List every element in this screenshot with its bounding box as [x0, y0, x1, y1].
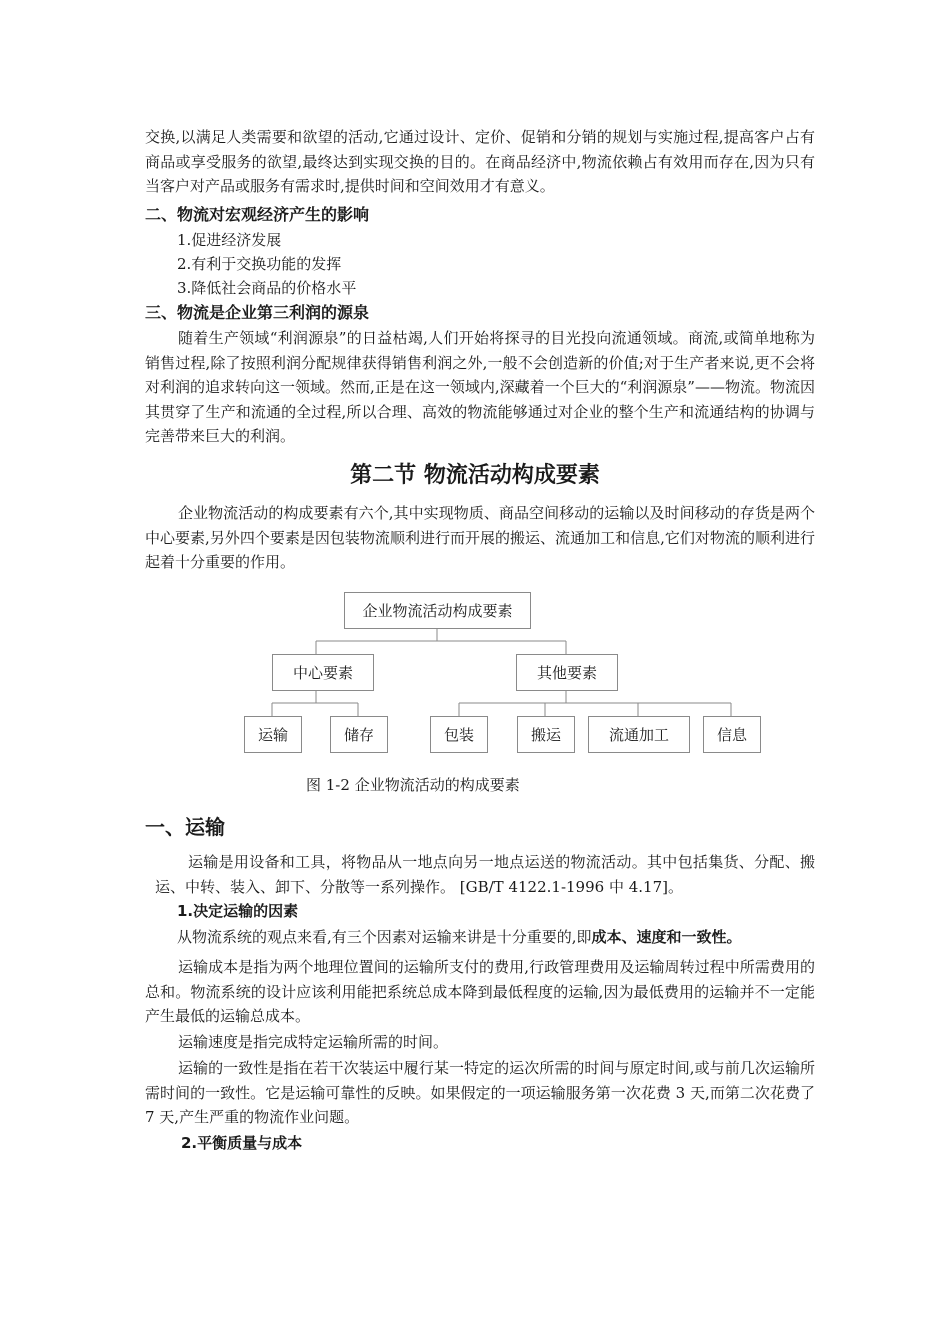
factors-bold-text: 成本、速度和一致性。 [591, 928, 742, 946]
cost-paragraph: 运输成本是指为两个地理位置间的运输所支付的费用,行政管理费用及运输周转过程中所需费用的总和。物流系统的设计应该利用能把系统总成本降到最低程度的运输,因为最低费用的运输并不一定能产生最低的运输总成本。 [145, 958, 815, 1025]
diagram-leaf-node: 搬运 [517, 716, 575, 753]
speed-paragraph: 运输速度是指完成特定运输所需的时间。 [178, 1033, 449, 1051]
section-2-heading: 二、物流对宏观经济产生的影响 [145, 205, 370, 224]
diagram-leaf-node: 储存 [330, 716, 388, 753]
consistency-paragraph: 运输的一致性是指在若干次装运中履行某一特定的运次所需的时间与原定时间,或与前几次运输所需时间的一致性。它是运输可靠性的反映。如果假定的一项运输服务第一次花费 3 天,而第二次花费了 7 天,产生严重的物流作业问题。 [145, 1059, 815, 1126]
transport-heading: 一、运输 [145, 815, 225, 839]
subheading-factors: 1.决定运输的因素 [177, 902, 299, 920]
factors-text: 从物流系统的观点来看,有三个因素对运输来讲是十分重要的,即 [177, 928, 592, 946]
chapter-title: 第二节 物流活动构成要素 [350, 463, 600, 488]
list-item: 3.降低社会商品的价格水平 [177, 279, 357, 297]
figure-caption: 图 1-2 企业物流活动的构成要素 [306, 776, 520, 794]
factors-paragraph [177, 925, 817, 950]
subheading-balance: 2.平衡质量与成本 [181, 1134, 303, 1152]
diagram-root-node: 企业物流活动构成要素 [344, 592, 531, 629]
diagram-leaf-node: 包装 [430, 716, 488, 753]
diagram-other-node: 其他要素 [516, 654, 618, 691]
diagram-leaf-node: 流通加工 [588, 716, 690, 753]
diagram-leaf-node: 信息 [703, 716, 761, 753]
transport-definition: 运输是用设备和工具，将物品从一地点向另一地点运送的物流活动。其中包括集货、分配、搬运、中转、装入、卸下、分散等一系列操作。 [GB/T 4122.1-1996 中 4.17]。 [155, 853, 815, 896]
list-item: 1.促进经济发展 [177, 231, 282, 249]
chapter-intro-paragraph: 企业物流活动的构成要素有六个,其中实现物质、商品空间移动的运输以及时间移动的存货是两个中心要素,另外四个要素是因包装物流顺利进行而开展的搬运、流通加工和信息,它们对物流的顺利进行起着十分重要的作用。 [145, 504, 815, 571]
diagram-leaf-node: 运输 [244, 716, 302, 753]
intro-paragraph: 交换,以满足人类需要和欲望的活动,它通过设计、定价、促销和分销的规划与实施过程,提高客户占有商品或享受服务的欲望,最终达到实现交换的目的。在商品经济中,物流依赖占有效用而存在,因为只有当客户对产品或服务有需求时,提供时间和空间效用才有意义。 [145, 128, 815, 195]
section-3-heading: 三、物流是企业第三利润的源泉 [145, 303, 370, 322]
list-item: 2.有利于交换功能的发挥 [177, 255, 342, 273]
section-3-paragraph: 随着生产领域“利润源泉”的日益枯竭,人们开始将探寻的目光投向流通领域。商流,或简单地称为销售过程,除了按照利润分配规律获得销售利润之外,一般不会创造新的价值;对于生产者来说,更不会将对利润的追求转向这一领域。然而,正是在这一领域内,深藏着一个巨大的“利润源泉”——物流。物流因其贯穿了生产和流通的全过程,所以合理、高效的物流能够通过对企业的整个生产和流通结构的协调与完善带来巨大的利润。 [145, 329, 815, 445]
diagram-center-node: 中心要素 [272, 654, 374, 691]
